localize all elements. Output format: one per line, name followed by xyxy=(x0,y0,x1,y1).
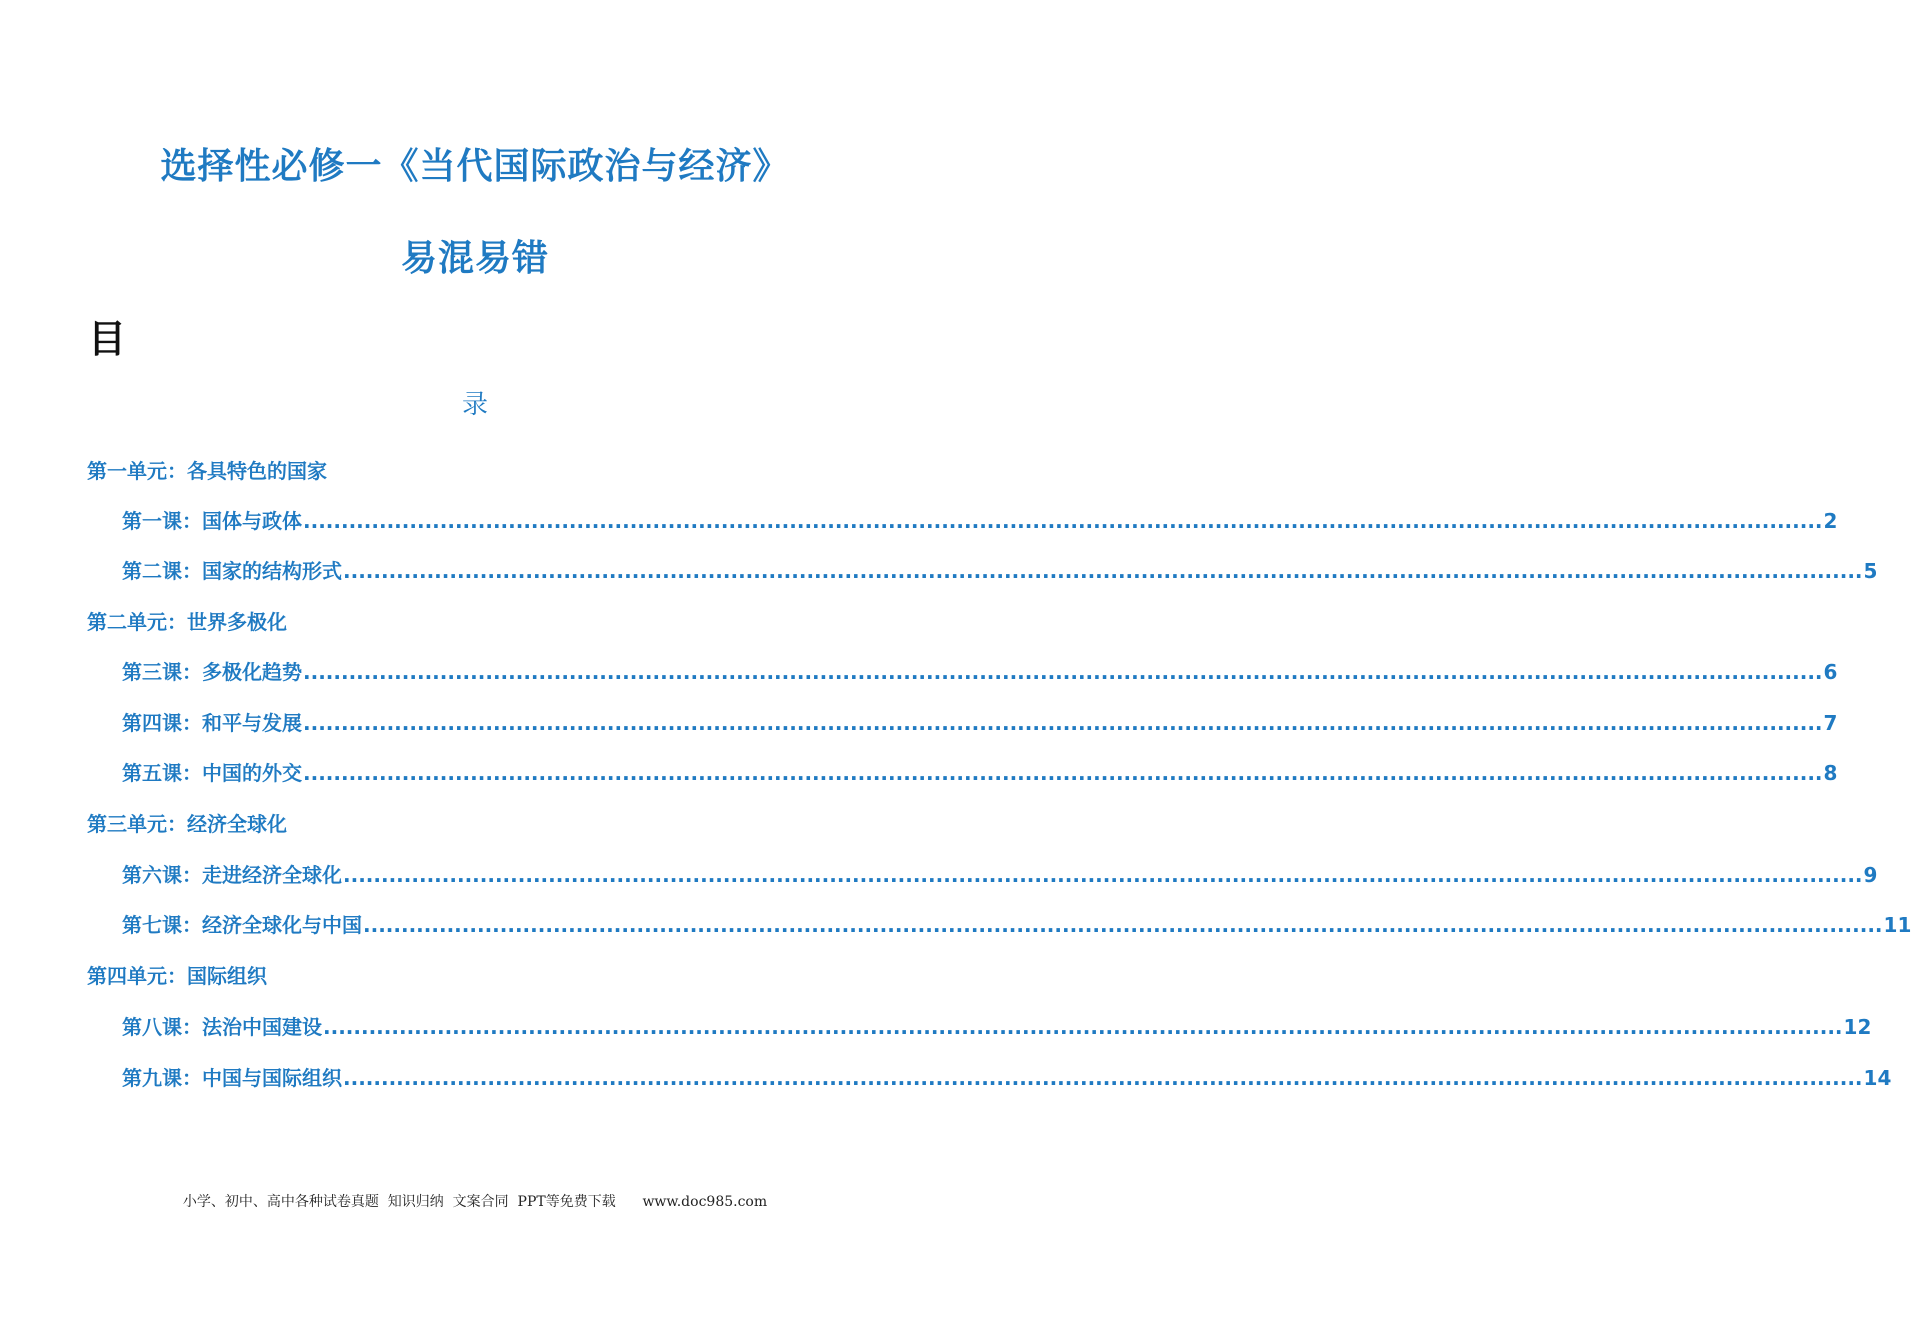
toc-dot-leader: ........................................................................................................................................................................................................ xyxy=(323,1015,1843,1039)
toc-unit-label: 第一单元：各具特色的国家 xyxy=(87,459,327,483)
toc-dot-leader: ........................................................................................................................................................................................................ xyxy=(303,711,1823,735)
toc-lesson-label: 第二课：国家的结构形式 xyxy=(122,559,342,583)
document-title-line-2: 易混易错 xyxy=(400,238,549,279)
toc-lesson-6[interactable] xyxy=(122,859,1878,888)
toc-page-number: 8 xyxy=(1823,761,1838,785)
toc-page-number: 5 xyxy=(1863,559,1878,583)
page-footer: 小学、初中、高中各种试卷真题 知识归纳 文案合同 PPT等免费下载 www.doc985.com xyxy=(182,1194,768,1210)
toc-lesson-9[interactable] xyxy=(122,1062,1892,1091)
toc-page-number: 2 xyxy=(1823,509,1838,533)
toc-dot-leader: ........................................................................................................................................................................................................ xyxy=(343,1066,1863,1090)
toc-unit-label: 第二单元：世界多极化 xyxy=(87,610,287,634)
toc-dot-leader: ........................................................................................................................................................................................................ xyxy=(363,913,1883,937)
toc-dot-leader: ........................................................................................................................................................................................................ xyxy=(343,863,1863,887)
toc-lesson-3[interactable] xyxy=(122,656,1838,685)
toc-lesson-2[interactable] xyxy=(122,555,1878,584)
toc-dot-leader: ........................................................................................................................................................................................................ xyxy=(303,660,1823,684)
toc-page-number: 6 xyxy=(1823,660,1838,684)
toc-heading-second-char: 录 xyxy=(461,390,488,420)
toc-lesson-8[interactable] xyxy=(122,1011,1872,1040)
toc-lesson-label: 第六课：走进经济全球化 xyxy=(122,863,342,887)
toc-unit-1[interactable] xyxy=(87,455,327,484)
toc-lesson-label: 第一课：国体与政体 xyxy=(122,509,302,533)
toc-dot-leader: ........................................................................................................................................................................................................ xyxy=(343,559,1863,583)
toc-unit-4[interactable] xyxy=(87,960,267,989)
toc-page-number: 9 xyxy=(1863,863,1878,887)
toc-unit-label: 第三单元：经济全球化 xyxy=(87,812,287,836)
toc-unit-3[interactable] xyxy=(87,808,287,837)
toc-lesson-label: 第八课：法治中国建设 xyxy=(122,1015,322,1039)
toc-lesson-5[interactable] xyxy=(122,757,1838,786)
toc-lesson-label: 第四课：和平与发展 xyxy=(122,711,302,735)
toc-lesson-label: 第五课：中国的外交 xyxy=(122,761,302,785)
toc-page-number: 11 xyxy=(1883,913,1911,937)
toc-page-number: 7 xyxy=(1823,711,1838,735)
toc-lesson-1[interactable] xyxy=(122,505,1838,534)
toc-lesson-label: 第三课：多极化趋势 xyxy=(122,660,302,684)
toc-page-number: 14 xyxy=(1863,1066,1892,1090)
toc-lesson-4[interactable] xyxy=(122,707,1838,736)
toc-heading-first-char: 目 xyxy=(88,317,127,361)
toc-unit-label: 第四单元：国际组织 xyxy=(87,964,267,988)
toc-lesson-label: 第七课：经济全球化与中国 xyxy=(122,913,362,937)
toc-page-number: 12 xyxy=(1843,1015,1872,1039)
toc-lesson-label: 第九课：中国与国际组织 xyxy=(122,1066,342,1090)
toc-unit-2[interactable] xyxy=(87,606,287,635)
toc-dot-leader: ........................................................................................................................................................................................................ xyxy=(303,761,1823,785)
document-title-line-1: 选择性必修一《当代国际政治与经济》 xyxy=(160,146,790,187)
toc-lesson-7[interactable] xyxy=(122,909,1911,938)
toc-dot-leader: ........................................................................................................................................................................................................ xyxy=(303,509,1823,533)
